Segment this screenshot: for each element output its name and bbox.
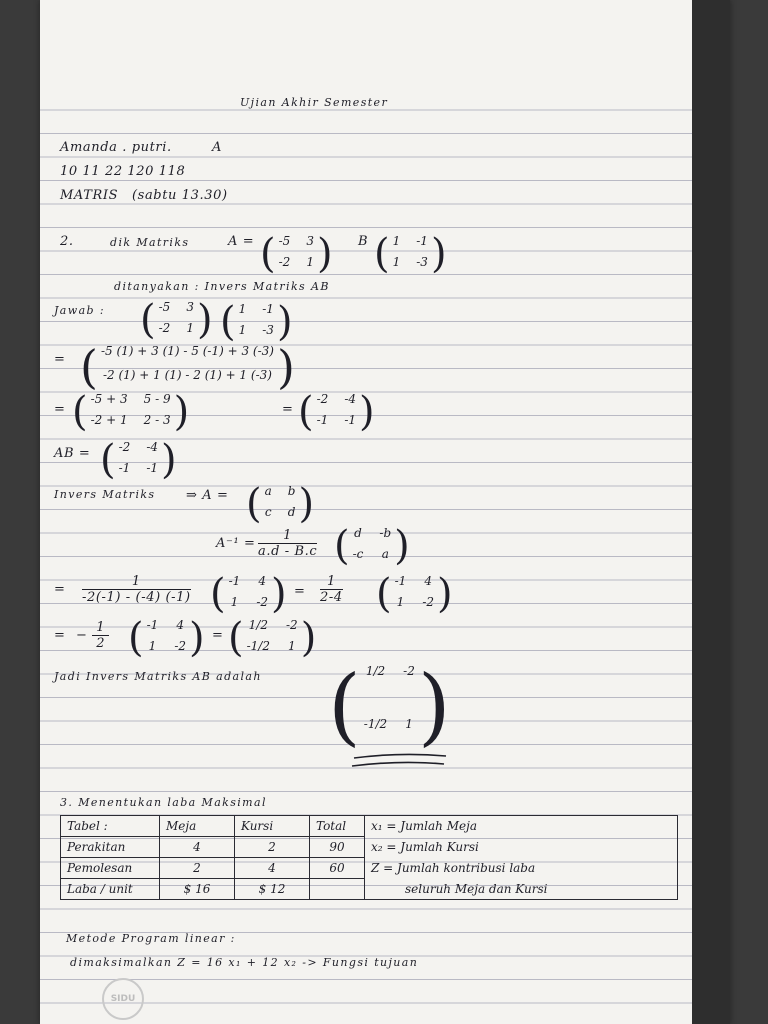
- simplified-fraction: [320, 574, 343, 605]
- matrix-cell: -1: [394, 574, 407, 588]
- equals-sign: =: [54, 352, 66, 367]
- matrix-cell: -1/2: [363, 717, 388, 731]
- question-3-heading: 3. Menentukan laba Maksimal: [60, 796, 267, 809]
- table-cell: 60: [310, 858, 365, 879]
- inverse-formula-lhs: A⁻¹ =: [216, 536, 256, 551]
- adjugate-matrix-2: [376, 571, 453, 617]
- equals-sign: =: [212, 628, 224, 643]
- step3-left: [72, 389, 190, 435]
- objective-function: dimaksimalkan Z = 16 x₁ + 12 x₂ -> Fungsi tujuan: [70, 956, 419, 969]
- matrix-cell: -2: [316, 392, 329, 406]
- matrix-cell: 1: [238, 323, 247, 337]
- left-bracket: (: [228, 615, 244, 661]
- right-bracket: ): [298, 481, 315, 527]
- matrix-a: [260, 231, 333, 277]
- matrix-cell: -2: [403, 664, 415, 678]
- double-underline: [350, 752, 450, 772]
- right-bracket: ): [316, 231, 333, 277]
- right-bracket: ): [430, 231, 447, 277]
- right-bracket: ): [437, 571, 453, 617]
- right-bracket: ): [276, 299, 293, 345]
- method-line: Metode Program linear :: [66, 932, 236, 945]
- determinant-fraction: [82, 574, 191, 605]
- subject: MATRIS: [60, 188, 119, 203]
- matrix-cell: b: [287, 484, 296, 498]
- given-label: dik Matriks: [110, 236, 190, 249]
- matrix-cell: -3: [416, 255, 428, 269]
- matrix-cell: -4: [344, 392, 357, 406]
- table-cell: 2: [235, 837, 310, 858]
- table-row: [61, 879, 678, 900]
- matrix-cell: 1: [392, 255, 401, 269]
- table-row: [61, 858, 678, 879]
- matrix-cell: -2: [256, 595, 269, 609]
- right-bracket: ): [359, 389, 375, 435]
- matrix-cell: -1: [316, 413, 329, 427]
- matrix-cell: -5 + 3: [90, 392, 128, 406]
- right-bracket: ): [189, 615, 205, 661]
- fraction-denominator: a.d - B.c: [258, 544, 318, 559]
- matrix-cell: d: [354, 526, 362, 540]
- fraction-numerator: 1: [258, 528, 317, 544]
- table-cell: Pemolesan: [61, 858, 160, 879]
- inverse-formula-fraction: [258, 528, 317, 559]
- equals-sign: =: [54, 582, 66, 597]
- table-cell: 4: [235, 858, 310, 879]
- equals-sign: =: [282, 402, 294, 417]
- matrix-cell: 4: [424, 574, 432, 588]
- page-edge-shadow: [692, 0, 730, 1024]
- matrix-cell: -1: [262, 302, 274, 316]
- matrix-cell: 1: [148, 639, 157, 653]
- left-bracket: (: [334, 523, 350, 569]
- student-name: Amanda . putri.: [60, 140, 172, 155]
- notebook-page: [40, 0, 730, 1024]
- product-row-2: -2 (1) + 1 (1) - 2 (1) + 1 (-3): [102, 368, 272, 382]
- right-bracket: ): [300, 615, 317, 661]
- equals-sign: =: [54, 402, 66, 417]
- left-bracket: (: [298, 389, 314, 435]
- matrix-cell: -4: [146, 440, 159, 454]
- table-note-cell: x₂ = Jumlah Kursi: [365, 837, 678, 858]
- matrix-cell: 1: [405, 717, 413, 731]
- matrix-cell: 1: [288, 639, 296, 653]
- left-bracket: (: [376, 571, 392, 617]
- fraction-numerator: 1: [82, 574, 191, 590]
- left-bracket: (: [246, 481, 262, 527]
- matrix-b-label: B: [358, 234, 369, 249]
- matrix-cell: d: [287, 505, 296, 519]
- left-bracket: (: [374, 231, 390, 277]
- sidu-logo-stamp: [102, 978, 144, 1020]
- generic-matrix: [246, 481, 315, 527]
- right-bracket: ): [417, 657, 451, 755]
- left-bracket: (: [100, 437, 116, 483]
- matrix-cell: -1: [118, 461, 131, 475]
- right-bracket: ): [271, 571, 287, 617]
- matrix-cell: -1: [146, 618, 159, 632]
- student-initial: A: [212, 140, 222, 155]
- question-number: 2.: [60, 234, 74, 249]
- ab-matrix: [100, 437, 177, 483]
- left-bracket: (: [128, 615, 144, 661]
- matrix-cell: 3: [306, 234, 314, 248]
- table-header-cell: Tabel :: [61, 816, 160, 837]
- matrix-a-label: A =: [228, 234, 255, 249]
- step1-matrix-b: [220, 299, 293, 345]
- matrix-cell: -5: [278, 234, 291, 248]
- table-cell: Laba / unit: [61, 879, 160, 900]
- adjugate-matrix: [210, 571, 287, 617]
- matrix-cell: 1: [238, 302, 247, 316]
- right-bracket: ): [394, 523, 410, 569]
- stamp-text: SIDU: [110, 994, 136, 1004]
- matrix-cell: a: [264, 484, 272, 498]
- matrix-cell: -1: [228, 574, 241, 588]
- matrix-b: [374, 231, 447, 277]
- table-header-row: [61, 816, 678, 837]
- matrix-cell: -1/2: [246, 639, 270, 653]
- matrix-cell: 1: [396, 595, 405, 609]
- implies-arrow: ⇒ A =: [186, 488, 229, 503]
- page-title: Ujian Akhir Semester: [240, 96, 389, 109]
- matrix-cell: 1/2: [248, 618, 268, 632]
- step3-right: [298, 389, 375, 435]
- table-note-cell: x₁ = Jumlah Meja: [365, 816, 678, 837]
- table-cell: 2: [160, 858, 235, 879]
- matrix-cell: -b: [379, 526, 392, 540]
- product-row-1: -5 (1) + 3 (1) - 5 (-1) + 3 (-3): [100, 344, 274, 358]
- inverse-label: Invers Matriks: [54, 488, 156, 501]
- matrix-cell: -2: [422, 595, 435, 609]
- matrix-cell: -2: [118, 440, 131, 454]
- table-cell: $ 12: [235, 879, 310, 900]
- production-table: [60, 815, 678, 900]
- right-bracket: ): [161, 437, 177, 483]
- adjugate-matrix-3: [128, 615, 205, 661]
- matrix-cell: -c: [352, 547, 364, 561]
- left-bracket: (: [220, 299, 236, 345]
- equals-sign: =: [54, 628, 66, 643]
- left-bracket: (: [140, 297, 156, 343]
- matrix-cell: -2 + 1: [90, 413, 128, 427]
- matrix-cell: -2: [278, 255, 291, 269]
- table-header-cell: Total: [310, 816, 365, 837]
- matrix-cell: 1: [186, 321, 194, 335]
- fraction-denominator: -2(-1) - (-4) (-1): [82, 590, 191, 605]
- final-inverse-matrix: [328, 657, 451, 755]
- left-bracket: (: [210, 571, 226, 617]
- matrix-cell: 4: [258, 574, 266, 588]
- step2-product: ( -5 (1) + 3 (1) - 5 (-1) + 3 (-3) -2 (1) + 1 (1) - 2 (1) + 1 (-3) ): [80, 340, 295, 394]
- adjugate-generic: [334, 523, 410, 569]
- table-cell: [310, 879, 365, 900]
- left-bracket: (: [72, 389, 88, 435]
- matrix-cell: c: [264, 505, 272, 519]
- left-bracket: (: [260, 231, 276, 277]
- table-header-cell: Meja: [160, 816, 235, 837]
- table-note-cell: Z = Jumlah kontribusi laba: [365, 858, 678, 879]
- negative-fraction: − $\frac{1}{2}$: [76, 620, 109, 651]
- matrix-cell: 1/2: [365, 664, 386, 678]
- right-bracket: ): [173, 389, 190, 435]
- fraction-denominator: 2-4: [320, 590, 343, 605]
- left-bracket: (: [328, 657, 361, 755]
- matrix-cell: 2 - 3: [143, 413, 171, 427]
- matrix-cell: -1: [344, 413, 357, 427]
- table-cell: Perakitan: [61, 837, 160, 858]
- fraction-denominator: 2: [96, 636, 106, 651]
- matrix-cell: -5: [158, 300, 171, 314]
- matrix-cell: a: [381, 547, 389, 561]
- matrix-cell: -2: [158, 321, 171, 335]
- matrix-cell: 4: [176, 618, 184, 632]
- matrix-cell: 1: [230, 595, 239, 609]
- schedule: (sabtu 13.30): [132, 188, 228, 203]
- matrix-cell: 3: [186, 300, 194, 314]
- conclusion-text: Jadi Invers Matriks AB adalah: [54, 670, 262, 683]
- step1-matrix-a: [140, 297, 213, 343]
- matrix-cell: -1: [146, 461, 159, 475]
- table-row: [61, 837, 678, 858]
- fraction-numerator: 1: [92, 620, 109, 636]
- matrix-cell: -2: [285, 618, 298, 632]
- table-cell: 90: [310, 837, 365, 858]
- matrix-cell: -1: [416, 234, 428, 248]
- matrix-cell: 1: [306, 255, 314, 269]
- half-result-matrix: [228, 615, 317, 661]
- matrix-cell: -3: [262, 323, 274, 337]
- table-note-cell: seluruh Meja dan Kursi: [365, 879, 678, 900]
- table-header-cell: Kursi: [235, 816, 310, 837]
- student-nim: 10 11 22 120 118: [60, 164, 186, 179]
- matrix-cell: 5 - 9: [143, 392, 171, 406]
- matrix-cell: 1: [392, 234, 401, 248]
- matrix-cell: -2: [174, 639, 187, 653]
- table-cell: 4: [160, 837, 235, 858]
- asked-line: ditanyakan : Invers Matriks AB: [114, 280, 330, 293]
- right-bracket: ): [196, 297, 213, 343]
- fraction-numerator: 1: [320, 574, 343, 590]
- equals-sign: =: [294, 584, 306, 599]
- answer-label: Jawab :: [54, 304, 105, 317]
- ab-label: AB =: [54, 446, 91, 461]
- table-cell: $ 16: [160, 879, 235, 900]
